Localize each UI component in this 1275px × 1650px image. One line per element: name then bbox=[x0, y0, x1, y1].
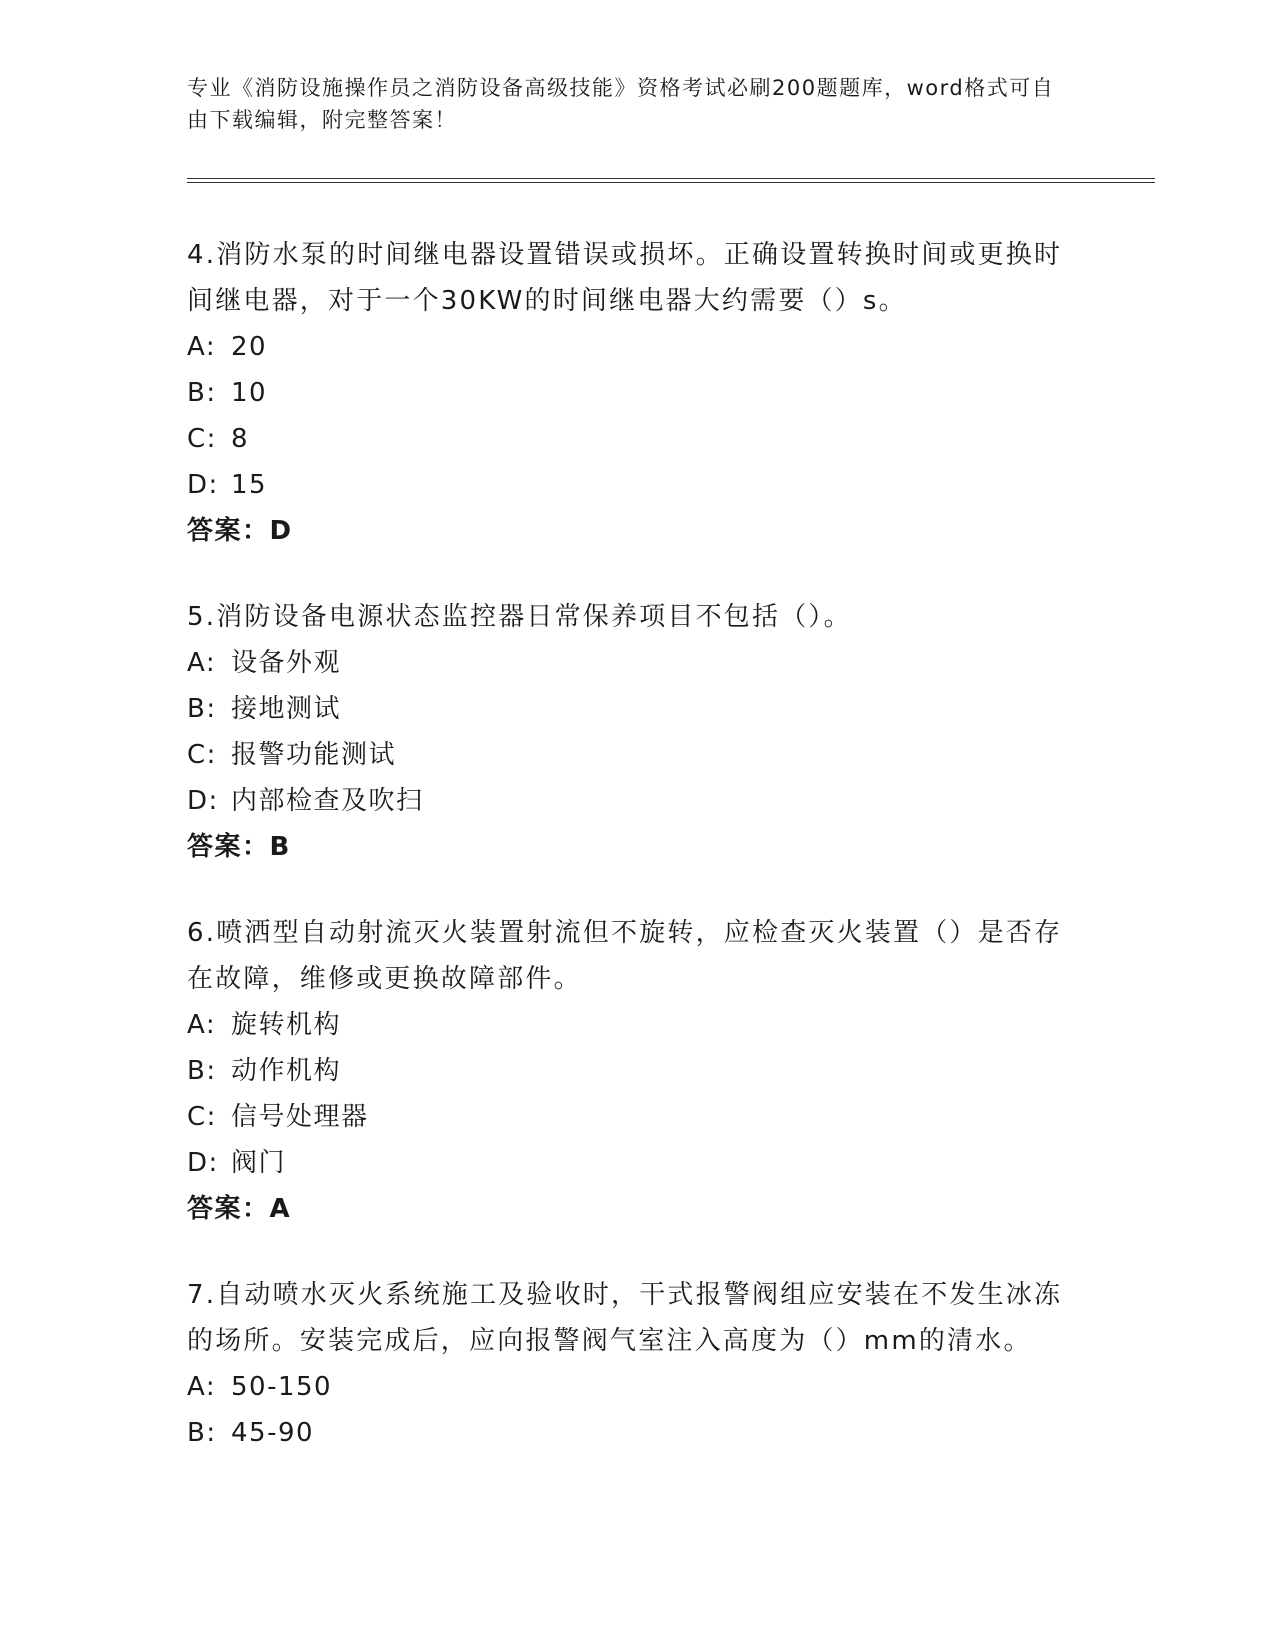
option-value: 45-90 bbox=[231, 1418, 315, 1448]
option-b bbox=[187, 370, 1087, 416]
option-key: C: bbox=[187, 424, 217, 454]
question-text: 7.自动喷水灭火系统施工及验收时，干式报警阀组应安装在不发生冰冻的场所。安装完成后，应向报警阀气室注入高度为（）mm的清水。 bbox=[187, 1280, 1063, 1356]
option-key: A: bbox=[187, 1010, 217, 1040]
option-value: 10 bbox=[231, 378, 268, 408]
option-key: C: bbox=[187, 740, 217, 770]
question-list bbox=[187, 232, 1087, 1496]
question-item bbox=[187, 232, 1087, 554]
option-b bbox=[187, 1048, 1087, 1094]
option-c bbox=[187, 732, 1087, 778]
option-b bbox=[187, 686, 1087, 732]
option-d bbox=[187, 462, 1087, 508]
option-value: 旋转机构 bbox=[231, 1010, 342, 1040]
option-key: A: bbox=[187, 1372, 217, 1402]
option-d bbox=[187, 778, 1087, 824]
option-value: 阀门 bbox=[231, 1148, 287, 1178]
option-value: 接地测试 bbox=[231, 694, 342, 724]
question-text: 5.消防设备电源状态监控器日常保养项目不包括（）。 bbox=[187, 602, 852, 632]
option-key: D: bbox=[187, 786, 219, 816]
answer-text: 答案：A bbox=[187, 1194, 292, 1224]
question-text: 6.喷洒型自动射流灭火装置射流但不旋转，应检查灭火装置（）是否存在故障，维修或更换故障部件。 bbox=[187, 918, 1063, 994]
option-a bbox=[187, 1002, 1087, 1048]
option-key: B: bbox=[187, 1418, 217, 1448]
header-divider-top bbox=[187, 178, 1155, 179]
question-item bbox=[187, 1272, 1087, 1456]
option-key: A: bbox=[187, 648, 217, 678]
option-value: 报警功能测试 bbox=[231, 740, 397, 770]
document-header: 专业《消防设施操作员之消防设备高级技能》资格考试必刷200题题库，word格式可自由下载编辑，附完整答案！ bbox=[187, 76, 1055, 132]
option-a bbox=[187, 1364, 1087, 1410]
option-b bbox=[187, 1410, 1087, 1456]
question-item bbox=[187, 910, 1087, 1232]
question-text: 4.消防水泵的时间继电器设置错误或损坏。正确设置转换时间或更换时间继电器，对于一个30KW的时间继电器大约需要（）s。 bbox=[187, 240, 1063, 316]
option-value: 内部检查及吹扫 bbox=[231, 786, 424, 816]
option-value: 20 bbox=[231, 332, 268, 362]
option-key: C: bbox=[187, 1102, 217, 1132]
answer-text: 答案：B bbox=[187, 832, 291, 862]
option-value: 设备外观 bbox=[231, 648, 342, 678]
option-key: D: bbox=[187, 1148, 219, 1178]
option-value: 15 bbox=[231, 470, 268, 500]
option-key: B: bbox=[187, 378, 217, 408]
option-key: B: bbox=[187, 694, 217, 724]
question-item bbox=[187, 594, 1087, 870]
header-divider-bottom bbox=[187, 182, 1155, 183]
option-c bbox=[187, 416, 1087, 462]
option-value: 50-150 bbox=[231, 1372, 333, 1402]
option-d bbox=[187, 1140, 1087, 1186]
option-value: 8 bbox=[231, 424, 250, 454]
option-value: 信号处理器 bbox=[231, 1102, 369, 1132]
option-key: B: bbox=[187, 1056, 217, 1086]
option-key: D: bbox=[187, 470, 219, 500]
option-c bbox=[187, 1094, 1087, 1140]
option-key: A: bbox=[187, 332, 217, 362]
answer-text: 答案：D bbox=[187, 516, 293, 546]
option-a bbox=[187, 640, 1087, 686]
option-value: 动作机构 bbox=[231, 1056, 342, 1086]
option-a bbox=[187, 324, 1087, 370]
